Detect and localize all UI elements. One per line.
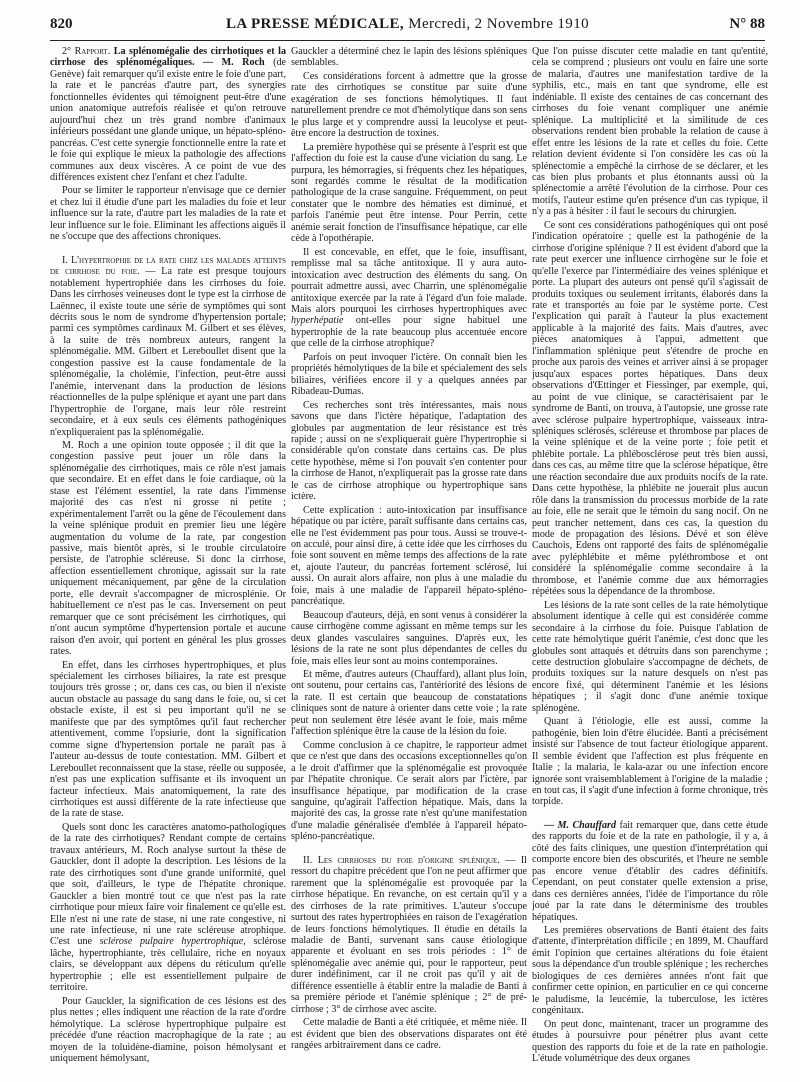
paragraph [50,822,286,994]
paragraph: Ces considérations forcent à admettre que la grosse rate des cirrhotiques se constitue par suite d'une exagération de ses fonctions hémolytiques. Il faut naturellement prendre ce mot d'hémolytique dans son sens le plus large et y comprendre aussi la leucolyse et peut-être encore la destruction de toxines. [291,70,527,140]
page-number: 820 [50,16,73,32]
paragraph [50,255,286,438]
page-header [50,14,765,41]
paragraph: Parfois on peut invoquer l'ictère. On connaît bien les propriétés hémolytiques de la bile et spécialement des sels biliaires, vérifiées encore il y a quelques années par Ribadeau-Dumas. [291,351,527,398]
column-right [532,46,768,1076]
paragraph: Beaucoup d'auteurs, déjà, en sont venus à considérer la cause cirrhogène comme agissant en même temps sur les deux glandes vasculaires sanguines. D'après eux, les lésions de la rate ne sont plus dépendantes de celles du foie, mais elles leur sont au moins contemporaines. [291,609,527,667]
running-title [50,16,765,33]
paragraph [291,855,527,1015]
paragraph: Les premières observations de Banti étaient des faits d'attente, d'interprétation difficile ; en 1899, M. Chauffard émit l'opinion que certaines altérations du foie étaient sous la dépendance d'un trouble splénique ; les recherches biologiques de ces dernières années n'ont fait que confirmer cette opinion, en particulier en ce qui concerne le paludisme, la leucémie, la tuberculose, les ictères congénitaux. [532,924,768,1017]
paragraph: Ce sont ces considérations pathogéniques qui ont posé l'indication opératoire ; quelle est la pathogénie de la cirrhose d'origine splénique ? Il est évident d'abord que la rate peut exercer une influence cirrhogène sur le foie et qu'elle l'exerce par l'intermédiaire des veines splénique et porte. La plupart des auteurs ont pensé qu'il s'agissait de produits toxiques ou seulement irritants, élaborés dans la rate et transportés au foie par le système porte. C'est l'explication qui paraît à l'auteur la plus exactement applicable à la majorité des faits. Mais d'autres, avec pièces anatomiques à l'appui, admettent que l'inflammation splénique peut s'étendre de proche en proche aux parois des veines et arriver ainsi à se propager jusqu'aux espaces portes hépatiques. Dans deux observations d'Œttinger et Fiessinger, par exemple, qui, au point de vue clinique, se caractérisaient par le syndrome de Banti, on trouva, à l'autopsie, une grosse rate avec sclérose pulpaire hypertrophique, vaisseaux intra-spléniques sclérosés, scléreuse et thrombose par places de la veine splénique et de la veine porte ; foie petit et phlébite portale. La phlébosclérose peut très bien aussi, dans ces cas, au même titre que la sclérose hépatique, être une réaction secondaire due aux produits nocifs de la rate. Dans cette hypothèse, la phlébite ne jouerait plus aucun rôle dans la transmission du processus morbide de la rate au foie, elle ne serait que le témoin du sang nocif. On ne peut trancher nettement, dans ces cas, la question du mode de propagation des lésions. Dévé et son élève Cauchois, Edens ont rapporté des faits de splénomégalie avec pyléphlébite et même pyléthrombose et ont considéré la splénomégalie comme secondaire à la thrombose, et l'anémie comme due aux hémorragies répétées sous la dépendance de la thrombose. [532,219,768,598]
paragraph-text: Quels sont donc les caractères anatomo-pathologiques de la rate des cirrhotiques? Rendant compte de certains travaux antérieurs, M. Roch analyse surtout la thèse de Gauckler, dont il adopte la description. Les lésions de la rate des cirrhotiques sont d'une grande uniformité, quel que soit, d'ailleurs, le type de l'hépatite chronique. Gauckler a bien montré tout ce que n'est pas la rate cirrhotique pour mieux faire voir finalement ce qu'elle est. Elle n'est ni une rate de stase, ni une rate congestive, ni une rate infectieuse, ni une rate scléreuse atrophique. C'est une [50,821,286,948]
section-heading: II. Les cirrhoses du foie d'origine splénique. [303,854,500,866]
paragraph [291,247,527,350]
paragraph: Cette explication : auto-intoxication par insuffisance hépatique ou par ictère, paraît suffisante dans certains cas, elle ne l'est évidemment pas pour tous. Aussi se trouve-t-on acculé, pour ainsi dire, à cette idée que les cirrhoses du foie sont souvent en même temps des affections de la rate et, ajoute l'auteur, du pancréas fortement sclérosé, lui aussi. On aurait alors affaire, non plus à une maladie du foie, mais à une maladie de l'appareil hépato-spléno-pancréatique. [291,504,527,608]
paragraph: Comme conclusion à ce chapitre, le rapporteur admet que ce n'est que dans des occasions exceptionnelles qu'on a le droit d'affirmer que la splénomégalie est provoquée par l'hépatite chronique. Ce serait alors par l'ictère, par insuffisance hépatique, par modification de la crase sanguine, qu'agirait l'affection hépatique. Mais, dans la majorité des cas, la grosse rate n'est qu'une manifestation d'une maladie généralisée d'emblée à l'appareil hépato-spléno-pancréatique. [291,739,527,843]
issue-number: N° 88 [729,16,765,32]
paragraph: M. Roch a une opinion toute opposée ; il dit que la congestion passive peut jouer un rôle dans la splénomégalie des cirrhotiques, mais ce rôle n'est jamais que secondaire. Et en effet dans le foie cardiaque, où la stase est l'élément essentiel, la rate dans l'immense majorité des cas n'est ni grosse ni petite ; expérimentalement l'arrêt ou la gêne de l'écoulement dans la veine splénique produit en premier lieu une légère augmentation du volume de la rate, par congestion passive, mais bientôt après, si le trouble circulatoire persiste, de l'atrophie scléreuse. Si donc la cirrhose, affection essentiellement chronique, agissait sur la rate uniquement mécaniquement, par gêne de la circulation porte, elle devrait s'accompagner de microsplénie. Or habituellement ce n'est pas le cas. Inversement on peut remarquer que ce sont précisément les cirrhotiques, qui n'ont aucun symptôme d'hypertension portale et aucune raison d'en avoir, qui portent en général les plus grosses rates. [50,439,286,658]
paragraph [532,820,768,923]
paragraph: Pour se limiter le rapporteur n'envisage que ce dernier et chez lui il étudie d'une part les maladies du foie et leur influence sur la rate, d'autre part les maladies de la rate et leur influence sur le foie. Eliminant les affections aiguës il ne s'occupe que des affections chroniques. [50,185,286,243]
paragraph: Les lésions de la rate sont celles de la rate hémolytique absolument identique à celle qui est considérée comme secondaire à la cirrhose du foie. Puisque l'ablation de cette rate hémolytique guérit l'anémie, c'est donc que les globules sont attaqués et détruits dans son parenchyme ; cette destruction globulaire s'accompagne de déchets, de produits toxiques sur la nature desquels on n'est pas encore fixé, qui déterminent l'anémie et les lésions hépatiques ; il s'agit donc d'une anémie toxique splénogène. [532,599,768,714]
paragraph: Et même, d'autres auteurs (Chauffard), allant plus loin, ont soutenu, pour certains cas, l'antériorité des lésions de la rate. Il est certain que beaucoup de constatations cliniques sont de nature à orienter dans cette voie ; la rate peut non seulement être lésée avant le foie, mais même l'affection splénique être la cause de la lésion du foie. [291,669,527,738]
paragraph: Gauckler a déterminé chez le lapin des lésions spléniques semblables. [291,46,527,69]
paragraph-text: — La rate est presque toujours notablement hypertrophiée dans les cirrhoses du foie. Dans les cirrhoses veineuses dont le type est la cirrhose de Laënnec, il existe toute une série de symptômes qui sont décrits sous le nom de syndrome d'hypertension portale; parmi ces symptômes cardinaux M. Gilbert et ses élèves, à la suite de très nombreux auteurs, rangent la splénomégalie. MM. Gilbert et Lereboullet disent que la congestion passive est la cause fondamentale de la splénomégalie, la cholémie, l'infection, peut-être aussi l'anémie, intervenant dans la production de lésions réactionnelles de la pulpe splénique et ayant une part dans l'hypertrophie de l'organe, mais leur rôle restreint secondaire, et à eux seuls ces éléments pathogéniques n'expliqueraient pas la splénomégalie. [50,266,286,438]
paragraph: La première hypothèse qui se présente à l'esprit est que l'affection du foie est la cause d'une viciation du sang. Le purpura, les hémorragies, si fréquents chez les hépatiques, sont regardés comme le résultat de la modification pathologique de la crase sanguine. Fréquemment, on peut constater que le nombre des hématies est diminué, et parfois l'anémie peut être intense. Pour Perrin, cette anémie serait fonction de l'insuffisance hépatique, car elle cède à l'opothérapie. [291,141,527,245]
paragraph: Quant à l'étiologie, elle est aussi, comme la pathogénie, bien loin d'être élucidée. Banti a précisément insisté sur l'absence de tout facteur étiologique apparent. Il semble évident que l'affection est plus fréquente en Italie ; la malaria, le kala-azar ou une infection encore ignorée sont vraisemblablement à l'origine de la maladie ; en tout cas, il s'agit d'une infection à forme chronique, très torpide. [532,716,768,808]
paragraph-text: sclérose lâche, hypertrophiante, très cellulaire, riche en noyaux clairs, se développant aux dépens du réticulum qu'elle hypertrophie ; elle est essentiellement pulpaire de territoire. [50,936,286,994]
paragraph: Pour Gauckler, la signification de ces lésions est des plus nettes ; elles indiquent une réaction de la rate d'ordre hémolytique. La sclérose hypertrophique pulpaire est précédée d'une réaction macrophagique de la rate ; au moyen de la toluidène-diamine, poison hémolysant et uniquement hémolysant, [50,995,286,1064]
paragraph [50,46,286,183]
italic-term: sclérose pulpaire hypertrophique, [99,936,246,948]
paragraph: Que l'on puisse discuter cette maladie en tant qu'entité, cela se comprend ; plusieurs ont voulu en faire une sorte de malaria, d'autres une manifestation tardive de la syphilis, etc., mais en tant que syndrome, elle est indéniable. Il existe des centaines de cas concernant des cirrhoses du foie venant compliquer une anémie splénique. La multiplicité et la similitude de ces observations rendent bien probable la relation de cause à effet entre les lésions de la rate et celles du foie. Cette relation devient évidente si l'on considère les cas où la splénectomie a empêché la cirrhose de se déclarer, et les cas bien plus probants et plus étonnants aussi où la splénectomie a arrêté l'évolution de la cirrhose. Pour ces motifs, l'auteur estime qu'en présence d'un cas typique, il n'y a pas à hésiter : il faut le secours du chirurgien. [532,46,768,218]
speaker-name: — M. Chauffard [544,819,617,831]
paragraph: En effet, dans les cirrhoses hypertrophiques, et plus spécialement les cirrhoses biliaires, la rate est presque toujours très grosse ; or, dans ces cas, ou bien il n'existe aucun obstacle au passage du sang dans le foie, ou, si cet obstacle existe, il est si peu important qu'il ne se manifeste que par des symptômes qu'il faut rechercher attentivement, comme l'opsiurie, dont la signification comme signe d'hypertension portale ne paraît pas à l'auteur au-dessus de toute contestation. MM. Gilbert et Lereboullet reconnaissent que la stase, réelle ou supposée, n'est pas une explication suffisante et ils invoquent un facteur infectieux. Mais anatomiquement, la rate des cirrhotiques est aussi différente de la rate infectieuse que de la rate de stase. [50,659,286,820]
report-label: 2° Rapport. [62,46,111,57]
paragraph-text: — Il ressort du chapitre précédent que l'on ne peut affirmer que rarement que la splénomégalie est provoquée par la cirrhose hépatique. En revanche, on est certain qu'il y a des cirrhoses de la rate primitives. L'auteur s'occupe surtout des rates hypertrophiées en raison de l'exagération de leurs fonctions hémolytiques. Il étudie en détails la maladie de Banti, survenant sans cause étiologique apparente et évoluant en ses trois périodes : 1° de splénomégalie avec anémie qui, pour le rapporteur, peut durer indéfiniment, car il ne croit pas qu'il y ait de différence essentielle à établir entre la maladie de Banti à sa première période et l'anémie splénique ; 2° de pré-cirrhose ; 3° de cirrhose avec ascite. [291,854,527,1015]
issue-date: Mercredi, 2 Novembre 1910 [408,16,589,32]
section-heading: I. L'hypertrophie de la rate chez les malades atteints de cirrhose du foie. [50,254,286,278]
paragraph-text: fait remarquer que, dans cette étude des rapports du foie et de la rate en pathologie, il y a, à côté des faits cliniques, une question d'interprétation qui comporte encore bien des obscurités, et l'heure ne semble pas encore venue d'établir des cadres définitifs. Cependant, on peut constater quelle extension a prise, dans ces dernières années, l'idée de l'importance du rôle joué par la rate dans le déterminisme des troubles hépatiques. [532,819,768,923]
paragraph-text: (de Genève) fait remarquer qu'il existe entre le foie d'une part, la rate et le pancréas d'autre part, des synergies fonctionnelles évidentes qui témoignent peut-être d'une union anatomique autrefois réalisée et qu'on retrouve aujourd'hui chez un très grand nombre d'animaux inférieurs possédant une glande unique, un hépato-spléno-pancréas. C'est cette synergie fonctionnelle entre la rate et le foie qui explique le mieux la pathologie des affections communes aux deux viscères. A ce point de vue des différences existent chez l'enfant et chez l'adulte. [50,57,286,183]
paragraph: Cette maladie de Banti a été critiquée, et même niée. Il est évident que bien des observations disparates ont été rangées arbitrairement dans ce cadre. [291,1017,527,1052]
paragraph: On peut donc, maintenant, tracer un programme des études à poursuivre pour pénétrer plus avant cette question des rapports du foie et de la rate en pathologie. L'étude volumétrique des deux organes [532,1018,768,1064]
column-middle [291,46,527,1076]
journal-name: LA PRESSE MÉDICALE, [226,16,405,32]
section-title: La splénomégalie des cirrhotiques et la cirrhose des splénomégaliques. — M. Roch [50,46,286,69]
column-left [50,46,286,1076]
paragraph: Ces recherches sont très intéressantes, mais nous savons que dans l'ictère hépatique, l'adaptation des globules par augmentation de leur résistance est très rapide ; aussi on ne s'expliquerait guère l'hypertrophie si considérable qu'on constate dans certains cas. De plus cette hypothèse, même si l'on pouvait s'en contenter pour la cirrhose de Hanot, n'expliquerait pas la grosse rate dans le cas de cirrhose atrophique ou hypertrophique sans ictère. [291,399,527,503]
paragraph-text: ont-elles pour signe habituel une hypertrophie de la rate beaucoup plus accentuée encore que celle de la cirrhose atrophique? [291,315,527,350]
paragraph-text: Il est concevable, en effet, que le foie, insuffisant, remplisse mal sa tâche antitoxique. Il y aura auto-intoxication avec destruction des éléments du sang. On pourrait admettre aussi, avec Charrin, une splénomégalie antitoxique exercée par la rate à l'égard d'un foie malade. Mais alors pourquoi les cirrhoses hypertrophiques avec [291,246,527,315]
italic-term: hyperhépatie [291,315,344,327]
